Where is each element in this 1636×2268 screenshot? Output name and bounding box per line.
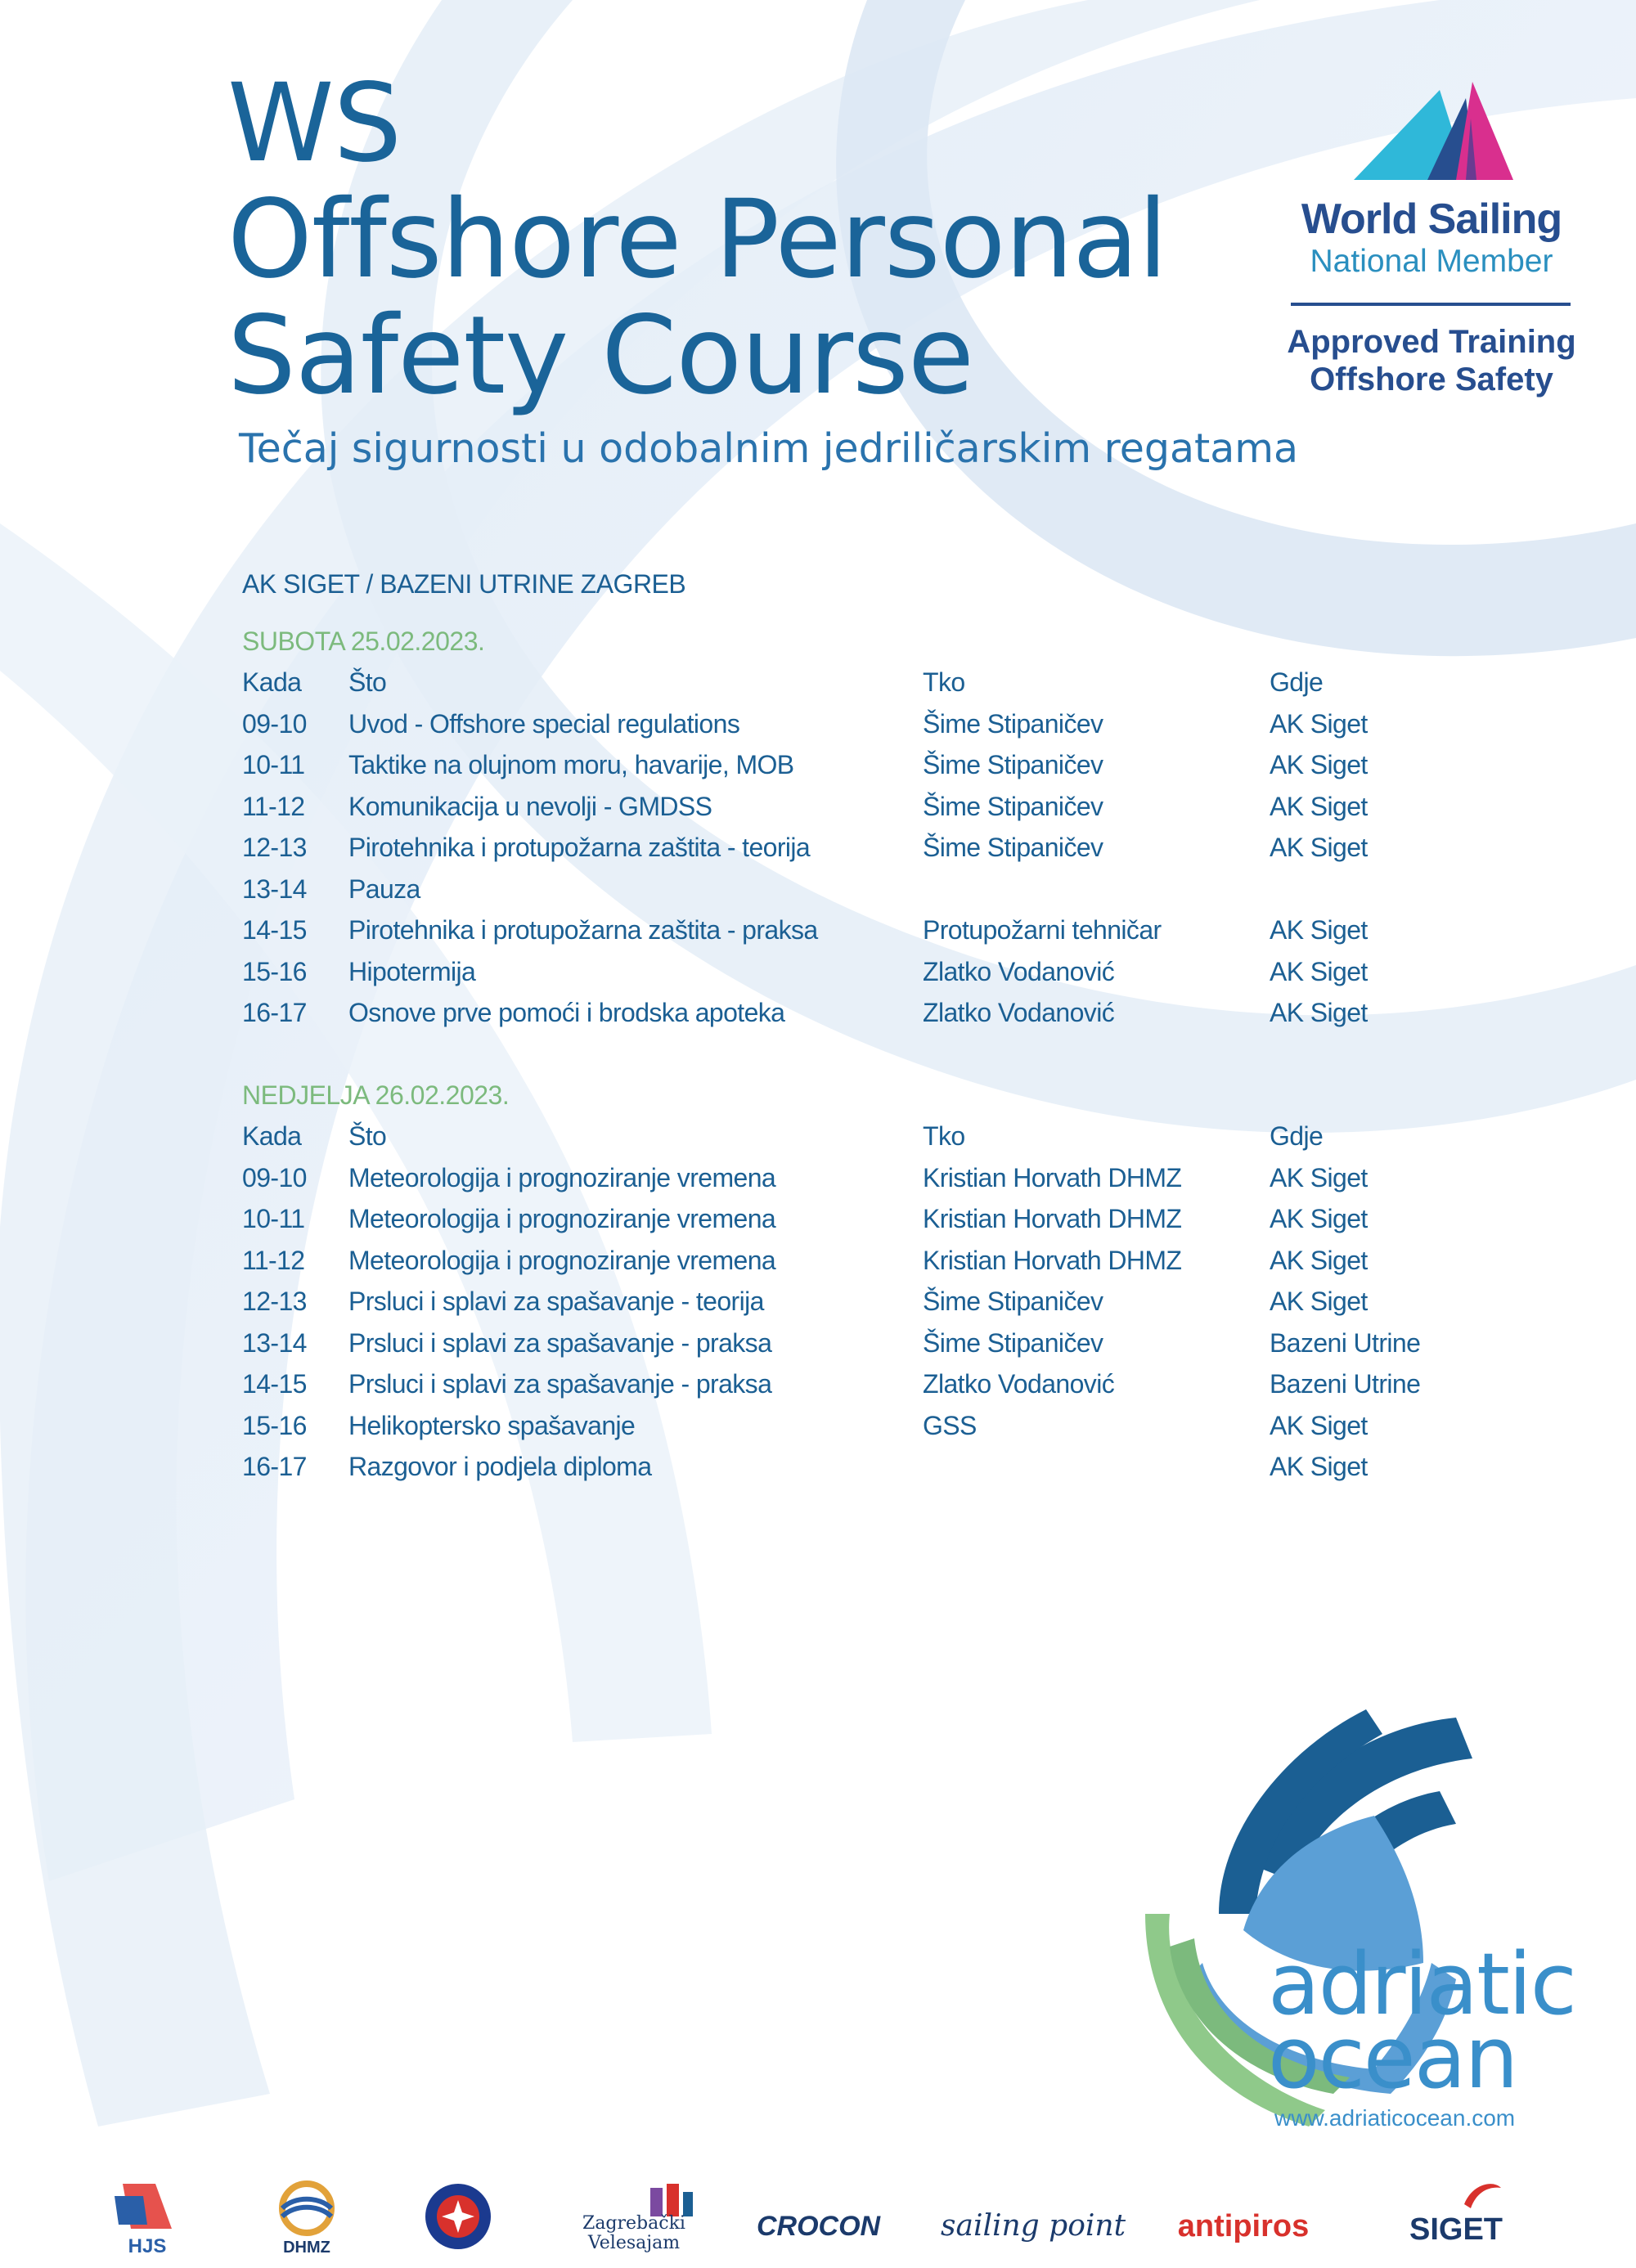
cell-time: 14-15 [242,915,307,945]
table-row [242,998,1551,1040]
col-header-lecturer: Tko [923,1121,965,1151]
table-row [242,1452,1551,1493]
cell-lecturer: Zlatko Vodanović [923,998,1115,1027]
dhmz-icon [262,2180,352,2237]
cell-time: 15-16 [242,1410,307,1440]
title-line: WS [227,61,402,186]
ws-logo-line1: World Sailing [1301,195,1562,243]
col-header-lecturer: Tko [923,667,965,697]
cell-topic: Taktike na olujnom moru, havarije, MOB [348,750,794,779]
cell-time: 10-11 [242,1204,305,1233]
world-sailing-logo [1276,74,1587,409]
cell-location: AK Siget [1270,1452,1368,1481]
course-title [227,61,1167,419]
ws-logo-divider [1291,303,1571,306]
sponsor-label: Zagrebački Velesajam [582,2213,685,2253]
table-row [242,792,1551,833]
table-row [242,915,1551,957]
col-header-topic: Što [348,667,387,697]
sponsor-dhmz-logo [262,2180,352,2261]
cell-lecturer: Šime Stipaničev [923,750,1103,779]
cell-lecturer: Šime Stipaničev [923,1327,1103,1358]
cell-topic: Pirotehnika i protupožarna zaštita - teorija [348,833,811,862]
col-header-time: Kada [242,667,302,697]
cell-lecturer: Kristian Horvath DHMZ [923,1162,1182,1192]
cell-location: AK Siget [1270,1410,1368,1440]
title-line: Safety Course [227,293,974,419]
adriatic-wordmark: adriatic [1268,1934,1575,2034]
ocean-wordmark: ocean [1268,2008,1517,2108]
cell-topic: Meteorologija i prognoziranje vremena [348,1245,776,1275]
cell-topic: Meteorologija i prognoziranje vremena [348,1204,776,1233]
sponsor-gss-logo [417,2180,499,2261]
cell-lecturer: Protupožarni tehničar [923,915,1162,945]
sponsor-label: antipiros [1177,2209,1310,2243]
day-title-sunday: NEDJELJA 26.02.2023. [242,1080,510,1110]
table-row [242,1328,1551,1370]
cell-topic: Meteorologija i prognoziranje vremena [348,1162,776,1192]
hjs-icon [98,2180,196,2237]
cell-location: AK Siget [1270,791,1368,821]
table-row [242,709,1551,751]
schedule-table-saturday [242,667,1551,1040]
cell-time: 16-17 [242,1452,307,1481]
cell-location: AK Siget [1270,956,1368,986]
table-header-row [242,1121,1551,1163]
table-row [242,957,1551,999]
cell-location: AK Siget [1270,750,1368,779]
cell-lecturer: Šime Stipaničev [923,1287,1103,1316]
sponsor-crocon-logo [757,2180,879,2261]
table-row [242,874,1551,916]
sponsor-label: CROCON [757,2211,881,2242]
day-title-saturday: SUBOTA 25.02.2023. [242,627,485,656]
cell-topic: Prsluci i splavi za spašavanje - praksa [348,1369,772,1399]
cell-location: AK Siget [1270,708,1368,739]
sponsor-hjs-logo [98,2180,196,2261]
table-header-row [242,667,1551,709]
sponsor-siget-logo [1382,2180,1530,2261]
sponsor-label: sailing point [941,2209,1126,2243]
cell-topic: Razgovor i podjela diploma [348,1452,652,1481]
cell-location: AK Siget [1270,833,1368,862]
cell-topic: Uvod - Offshore special regulations [348,708,740,739]
col-header-time: Kada [242,1121,302,1151]
course-subtitle: Tečaj sigurnosti u odobalnim jedriličarskim regatama [239,425,1299,472]
sponsor-label: SIGET [1409,2212,1503,2247]
cell-time: 14-15 [242,1369,307,1399]
sponsor-label: DHMZ [283,2239,330,2257]
table-row [242,1369,1551,1411]
cell-location: AK Siget [1270,915,1368,945]
schedule-table-sunday [242,1121,1551,1493]
cell-lecturer: Zlatko Vodanović [923,956,1115,986]
col-header-location: Gdje [1270,667,1324,697]
cell-time: 09-10 [242,708,307,739]
title-line: Offshore Personal [227,177,1167,303]
cell-lecturer: GSS [923,1410,977,1440]
cell-lecturer: Šime Stipaničev [923,791,1103,821]
sponsor-antipiros-logo [1162,2180,1325,2261]
table-row [242,1163,1551,1205]
cell-lecturer: Zlatko Vodanović [923,1369,1115,1399]
cell-location: AK Siget [1270,1204,1368,1233]
cell-location: Bazeni Utrine [1270,1327,1421,1358]
table-row [242,833,1551,874]
adriatic-ocean-url[interactable]: www.adriaticocean.com [1274,2105,1516,2131]
table-row [242,1204,1551,1246]
cell-time: 11-12 [242,791,305,821]
cell-topic: Hipotermija [348,956,476,986]
cell-lecturer: Šime Stipaničev [923,833,1103,862]
cell-location: AK Siget [1270,1245,1368,1275]
cell-topic: Komunikacija u nevolji - GMDSS [348,791,712,821]
cell-time: 12-13 [242,833,307,862]
cell-time: 10-11 [242,750,305,779]
cell-lecturer: Kristian Horvath DHMZ [923,1204,1182,1233]
table-row [242,1411,1551,1453]
cell-lecturer: Šime Stipaničev [923,708,1103,739]
ws-logo-line4: Offshore Safety [1310,362,1553,397]
cell-lecturer: Kristian Horvath DHMZ [923,1245,1182,1275]
cell-time: 11-12 [242,1245,305,1275]
gss-emblem-icon [417,2180,499,2261]
siget-icon [1456,2180,1505,2212]
sponsor-zagrebacki-velesajam-logo [564,2180,703,2261]
table-row [242,1246,1551,1287]
table-row [242,750,1551,792]
cell-time: 09-10 [242,1162,307,1192]
col-header-location: Gdje [1270,1121,1324,1151]
cell-location: AK Siget [1270,1162,1368,1192]
ws-logo-line3: Approved Training [1287,324,1576,360]
cell-time: 13-14 [242,874,307,904]
cell-location: AK Siget [1270,998,1368,1027]
cell-topic: Prsluci i splavi za spašavanje - teorija [348,1287,764,1316]
sponsor-label: HJS [128,2235,167,2257]
cell-topic: Prsluci i splavi za spašavanje - praksa [348,1327,772,1358]
cell-time: 13-14 [242,1327,307,1358]
cell-topic: Pirotehnika i protupožarna zaštita - praksa [348,915,818,945]
table-row [242,1287,1551,1328]
sponsor-sailing-point-logo [941,2180,1126,2261]
cell-topic: Osnove prve pomoći i brodska apoteka [348,998,785,1027]
cell-topic: Pauza [348,874,420,904]
cell-location: AK Siget [1270,1287,1368,1316]
sail-icon [1276,74,1587,196]
cell-time: 15-16 [242,956,307,986]
cell-topic: Helikoptersko spašavanje [348,1410,636,1440]
ws-logo-line2: National Member [1310,244,1553,279]
cell-time: 12-13 [242,1287,307,1316]
col-header-topic: Što [348,1121,387,1151]
cell-location: Bazeni Utrine [1270,1369,1421,1399]
venue-label: AK SIGET / BAZENI UTRINE ZAGREB [242,569,686,599]
cell-time: 16-17 [242,998,307,1027]
